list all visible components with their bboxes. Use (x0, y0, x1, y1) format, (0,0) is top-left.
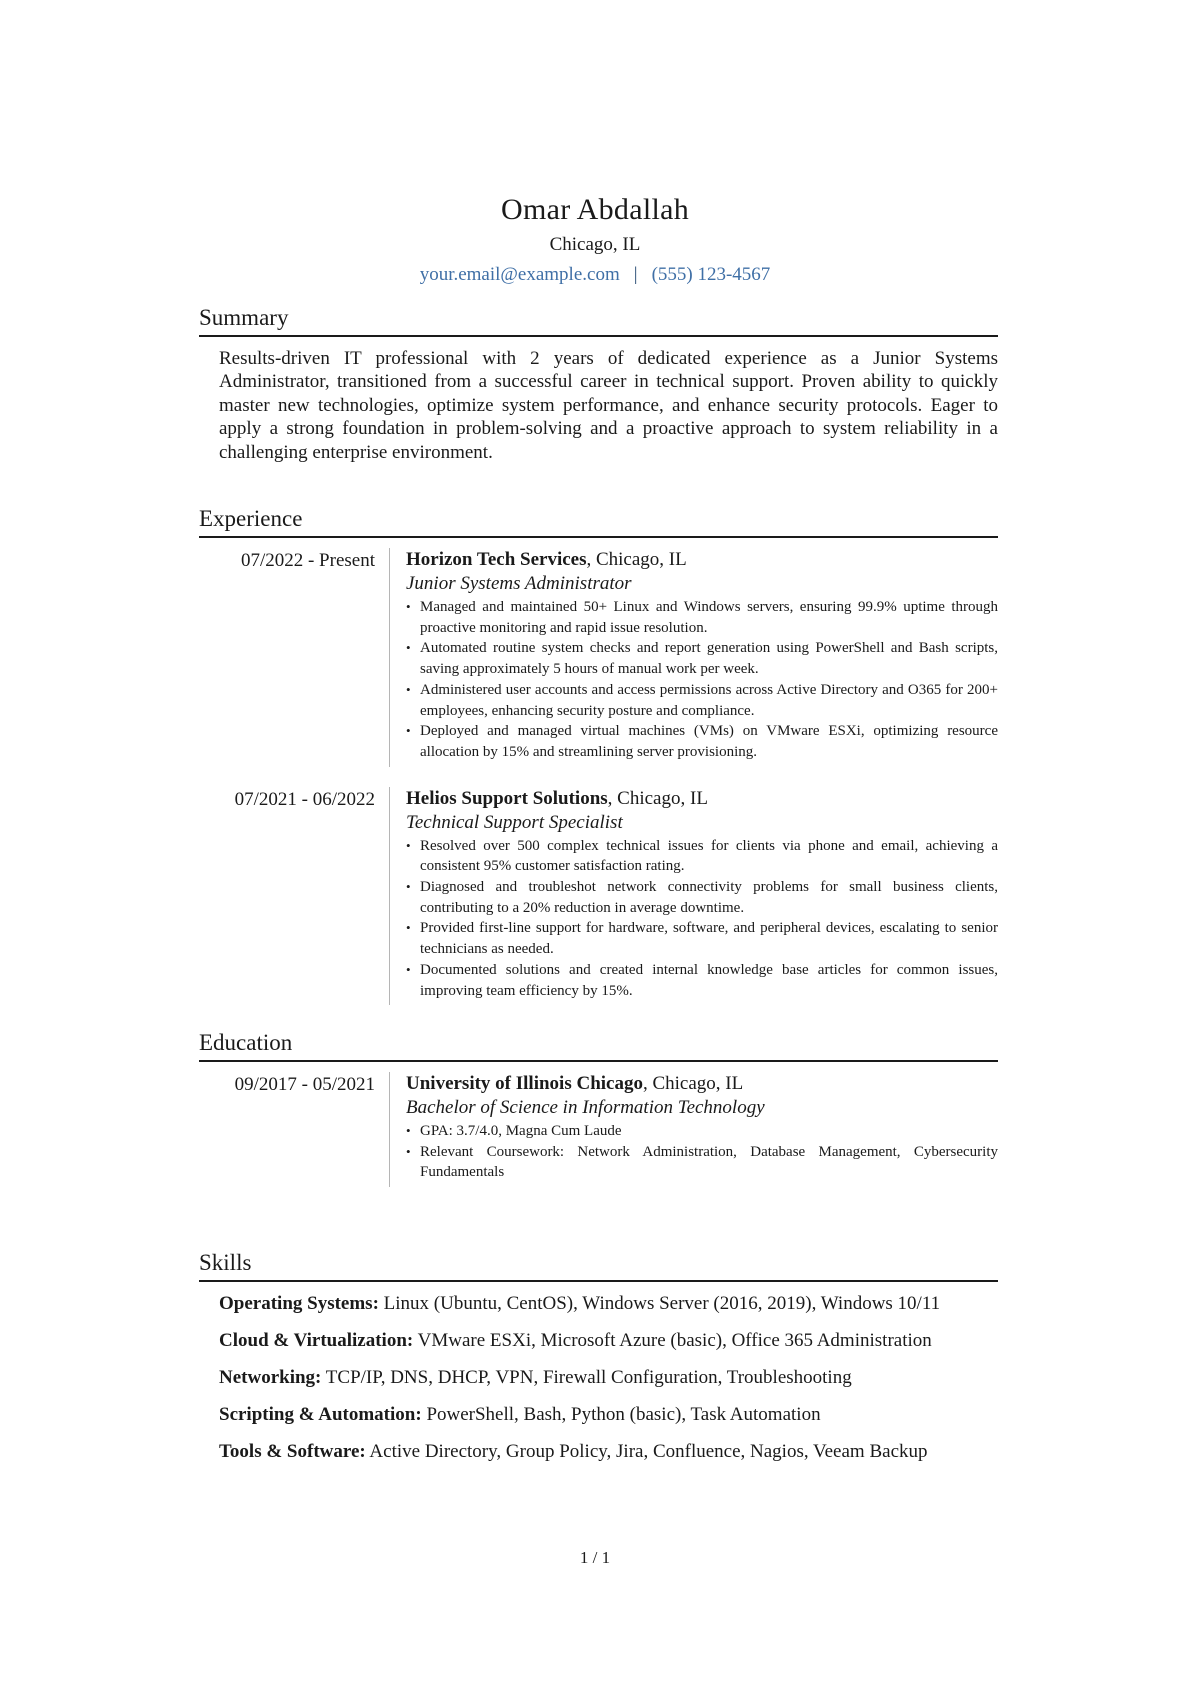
org-line (406, 1072, 998, 1096)
org-location: , Chicago, IL (586, 549, 687, 570)
section-title-skills: Skills (199, 1248, 998, 1282)
email-link[interactable]: your.email@example.com (419, 264, 620, 285)
bullet-list (406, 597, 998, 763)
org-name: University of Illinois Chicago (406, 1073, 643, 1094)
skills-section (199, 1248, 998, 1477)
bullet-item: • Deployed and managed virtual machines (VMs) on VMware ESXi, optimizing resource allocation by 15% and streamlining server provisioning. (406, 721, 998, 762)
skill-label: Networking: (219, 1367, 322, 1388)
org-location: , Chicago, IL (642, 1073, 744, 1094)
summary-text: Results-driven IT professional with 2 years of dedicated experience as a Junior Systems Administrator, transitioned from a successful career in technical support. Proven ability to quickly master new technologies, optimize system performance, and enhance security protocols. Eager to apply a strong foundation in problem-solving and a proactive approach to system reliability in a challenging enterprise environment. (219, 348, 998, 463)
entry-date: 09/2017 - 05/2021 (234, 1074, 375, 1095)
bullet-item: • Resolved over 500 complex technical issues for clients via phone and email, achieving a consistent 95% customer satisfaction rating. (406, 836, 998, 877)
entry-date: 07/2021 - 06/2022 (234, 788, 375, 810)
job-title: Junior Systems Administrator (406, 573, 632, 594)
skill-row (219, 1440, 998, 1464)
skill-value: Linux (Ubuntu, CentOS), Windows Server (2016, 2019), Windows 10/11 (378, 1293, 941, 1314)
org-name: Helios Support Solutions (406, 787, 608, 809)
skill-value: VMware ESXi, Microsoft Azure (basic), Office 365 Administration (413, 1330, 932, 1351)
org-line (406, 548, 998, 572)
entry-body (389, 787, 998, 1006)
section-title-experience: Experience (199, 504, 998, 538)
bullet-item: • Documented solutions and created internal knowledge base articles for common issues, improving team efficiency by 15%. (406, 960, 998, 1001)
bullet-item: • Administered user accounts and access permissions across Active Directory and O365 for 200+ employees, enhancing security posture and compliance. (406, 680, 998, 721)
candidate-location: Chicago, IL (549, 234, 641, 255)
entry-body (389, 548, 998, 767)
skill-row (219, 1329, 998, 1353)
experience-section (199, 504, 998, 1005)
contact-line (0, 262, 1190, 288)
bullet-item: • Automated routine system checks and report generation using PowerShell and Bash scripts, saving approximately 5 hours of manual work per week. (406, 638, 998, 679)
contact-separator: | (633, 264, 638, 285)
skill-row (219, 1292, 998, 1316)
skills-list (219, 1292, 998, 1464)
section-title-education: Education (199, 1028, 998, 1062)
experience-entry (199, 548, 998, 767)
skill-row (219, 1403, 998, 1427)
bullet-list (406, 1121, 998, 1183)
skill-value: Active Directory, Group Policy, Jira, Confluence, Nagios, Veeam Backup (365, 1441, 928, 1462)
bullet-item: • Diagnosed and troubleshot network connectivity problems for small business clients, contributing to a 20% reduction in average downtime. (406, 877, 998, 918)
education-entry (199, 1072, 998, 1187)
org-name: Horizon Tech Services (406, 549, 587, 570)
candidate-name: Omar Abdallah (500, 193, 690, 226)
education-section (199, 1028, 998, 1187)
skill-row (219, 1366, 998, 1390)
bullet-item: • GPA: 3.7/4.0, Magna Cum Laude (406, 1121, 998, 1142)
section-title-summary: Summary (199, 303, 998, 337)
bullet-item: • Provided first-line support for hardware, software, and peripheral devices, escalating to senior technicians as needed. (406, 918, 998, 959)
bullet-item: • Managed and maintained 50+ Linux and Windows servers, ensuring 99.9% uptime through proactive monitoring and rapid issue resolution. (406, 597, 998, 638)
skill-label: Scripting & Automation: (219, 1404, 422, 1425)
entry-date: 07/2022 - Present (240, 550, 375, 571)
bullet-list (406, 836, 998, 1002)
job-title: Technical Support Specialist (406, 811, 623, 833)
entry-body (389, 1072, 998, 1187)
resume-header (0, 192, 1190, 288)
page-number: 1 / 1 (579, 1548, 611, 1567)
org-line (406, 787, 998, 811)
bullet-item: • Relevant Coursework: Network Administration, Database Management, Cybersecurity Fundamentals (406, 1142, 998, 1183)
skill-label: Tools & Software: (219, 1441, 366, 1462)
summary-section (199, 303, 998, 464)
skill-value: PowerShell, Bash, Python (basic), Task Automation (421, 1404, 821, 1425)
experience-entry (199, 787, 998, 1006)
org-location: , Chicago, IL (607, 787, 708, 809)
degree-title: Bachelor of Science in Information Technology (406, 1097, 765, 1118)
skill-label: Cloud & Virtualization: (219, 1330, 414, 1351)
skill-label: Operating Systems: (219, 1293, 379, 1314)
skill-value: TCP/IP, DNS, DHCP, VPN, Firewall Configuration, Troubleshooting (321, 1367, 852, 1388)
phone-link[interactable]: (555) 123-4567 (651, 264, 771, 285)
